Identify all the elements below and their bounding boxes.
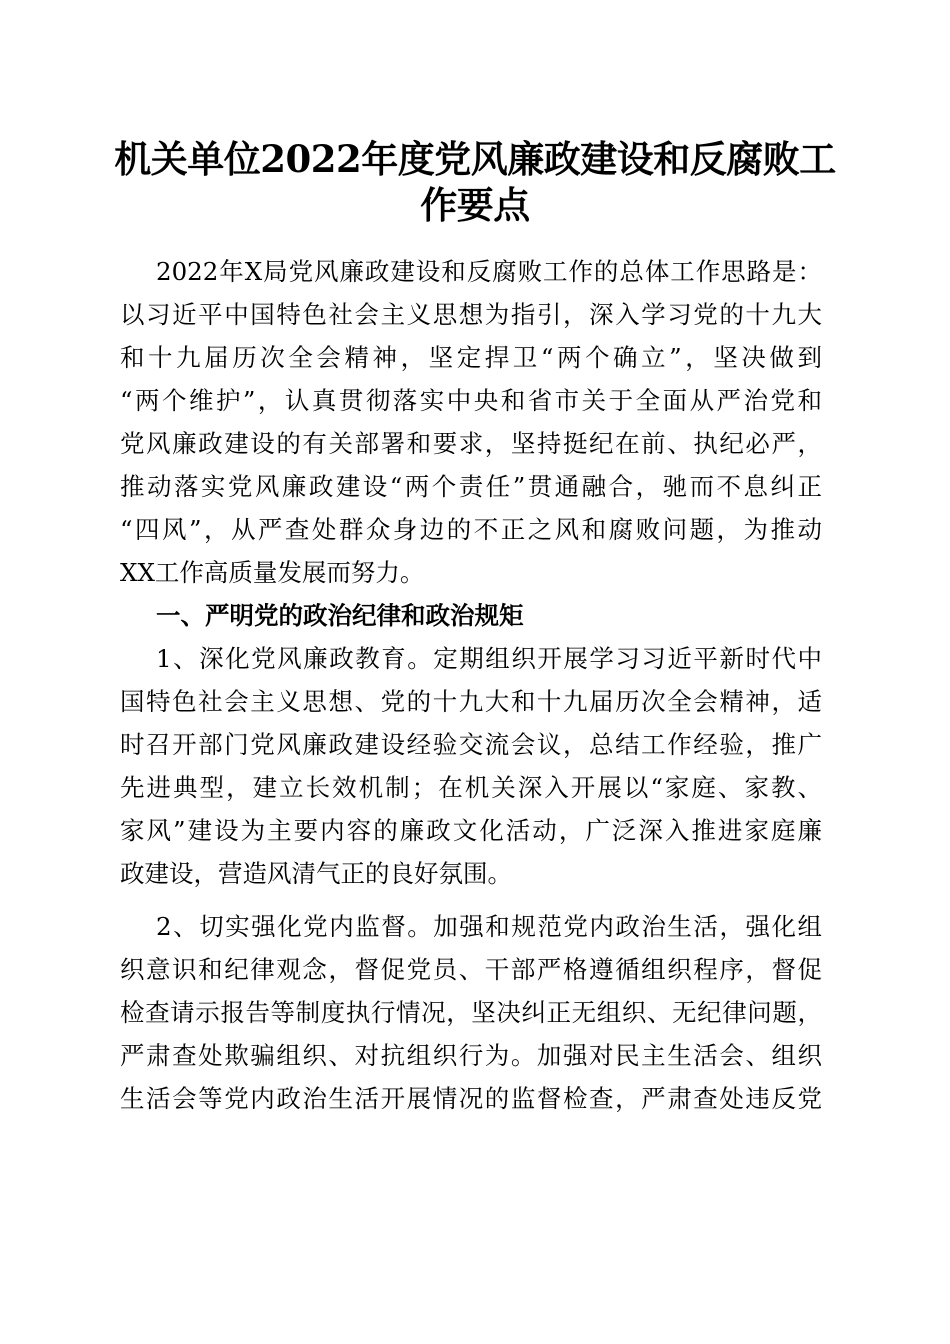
text-line: 检查请示报告等制度执行情况，坚决纠正无组织、无纪律问题， xyxy=(120,998,822,1027)
title-line: 作要点 xyxy=(420,183,530,227)
document-body xyxy=(120,250,822,1120)
text-line: 以习近平中国特色社会主义思想为指引，深入学习党的十九大 xyxy=(120,300,822,329)
text-line: 和十九届历次全会精神，坚定捍卫“两个确立”，坚决做到 xyxy=(120,343,822,372)
text-line: 时召开部门党风廉政建设经验交流会议，总结工作经验，推广 xyxy=(120,730,822,759)
document-title xyxy=(100,136,850,228)
text-line: “四风”，从严查处群众身边的不正之风和腐败问题，为推动 xyxy=(120,515,822,544)
item-2-paragraph xyxy=(120,905,822,1120)
text-line: 2、切实强化党内监督。加强和规范党内政治生活，强化组 xyxy=(156,912,822,941)
text-line: 1、深化党风廉政教育。定期组织开展学习习近平新时代中 xyxy=(156,644,822,673)
text-line: 家风”建设为主要内容的廉政文化活动，广泛深入推进家庭廉 xyxy=(120,816,822,845)
text-line: 2022年X局党风廉政建设和反腐败工作的总体工作思路是： xyxy=(156,257,822,286)
intro-paragraph xyxy=(120,250,822,594)
text-line: 先进典型，建立长效机制；在机关深入开展以“家庭、家教、 xyxy=(120,773,822,802)
text-line: 政建设，营造风清气正的良好氛围。 xyxy=(120,859,512,888)
text-line: 国特色社会主义思想、党的十九大和十九届历次全会精神，适 xyxy=(120,687,822,716)
text-line: 严肃查处欺骗组织、对抗组织行为。加强对民主生活会、组织 xyxy=(120,1041,822,1070)
text-line: XX工作高质量发展而努力。 xyxy=(120,558,425,587)
item-1-paragraph xyxy=(120,637,822,895)
section-heading: 一、严明党的政治纪律和政治规矩 xyxy=(156,601,524,630)
text-line: 党风廉政建设的有关部署和要求，坚持挺纪在前、执纪必严， xyxy=(120,429,822,458)
text-line: 生活会等党内政治生活开展情况的监督检查，严肃查处违反党 xyxy=(120,1084,822,1113)
text-line: 织意识和纪律观念，督促党员、干部严格遵循组织程序，督促 xyxy=(120,955,822,984)
text-line: 推动落实党风廉政建设“两个责任”贯通融合，驰而不息纠正 xyxy=(120,472,822,501)
title-line: 机关单位2022年度党风廉政建设和反腐败工 xyxy=(114,137,836,181)
text-line: “两个维护”，认真贯彻落实中央和省市关于全面从严治党和 xyxy=(120,386,822,415)
